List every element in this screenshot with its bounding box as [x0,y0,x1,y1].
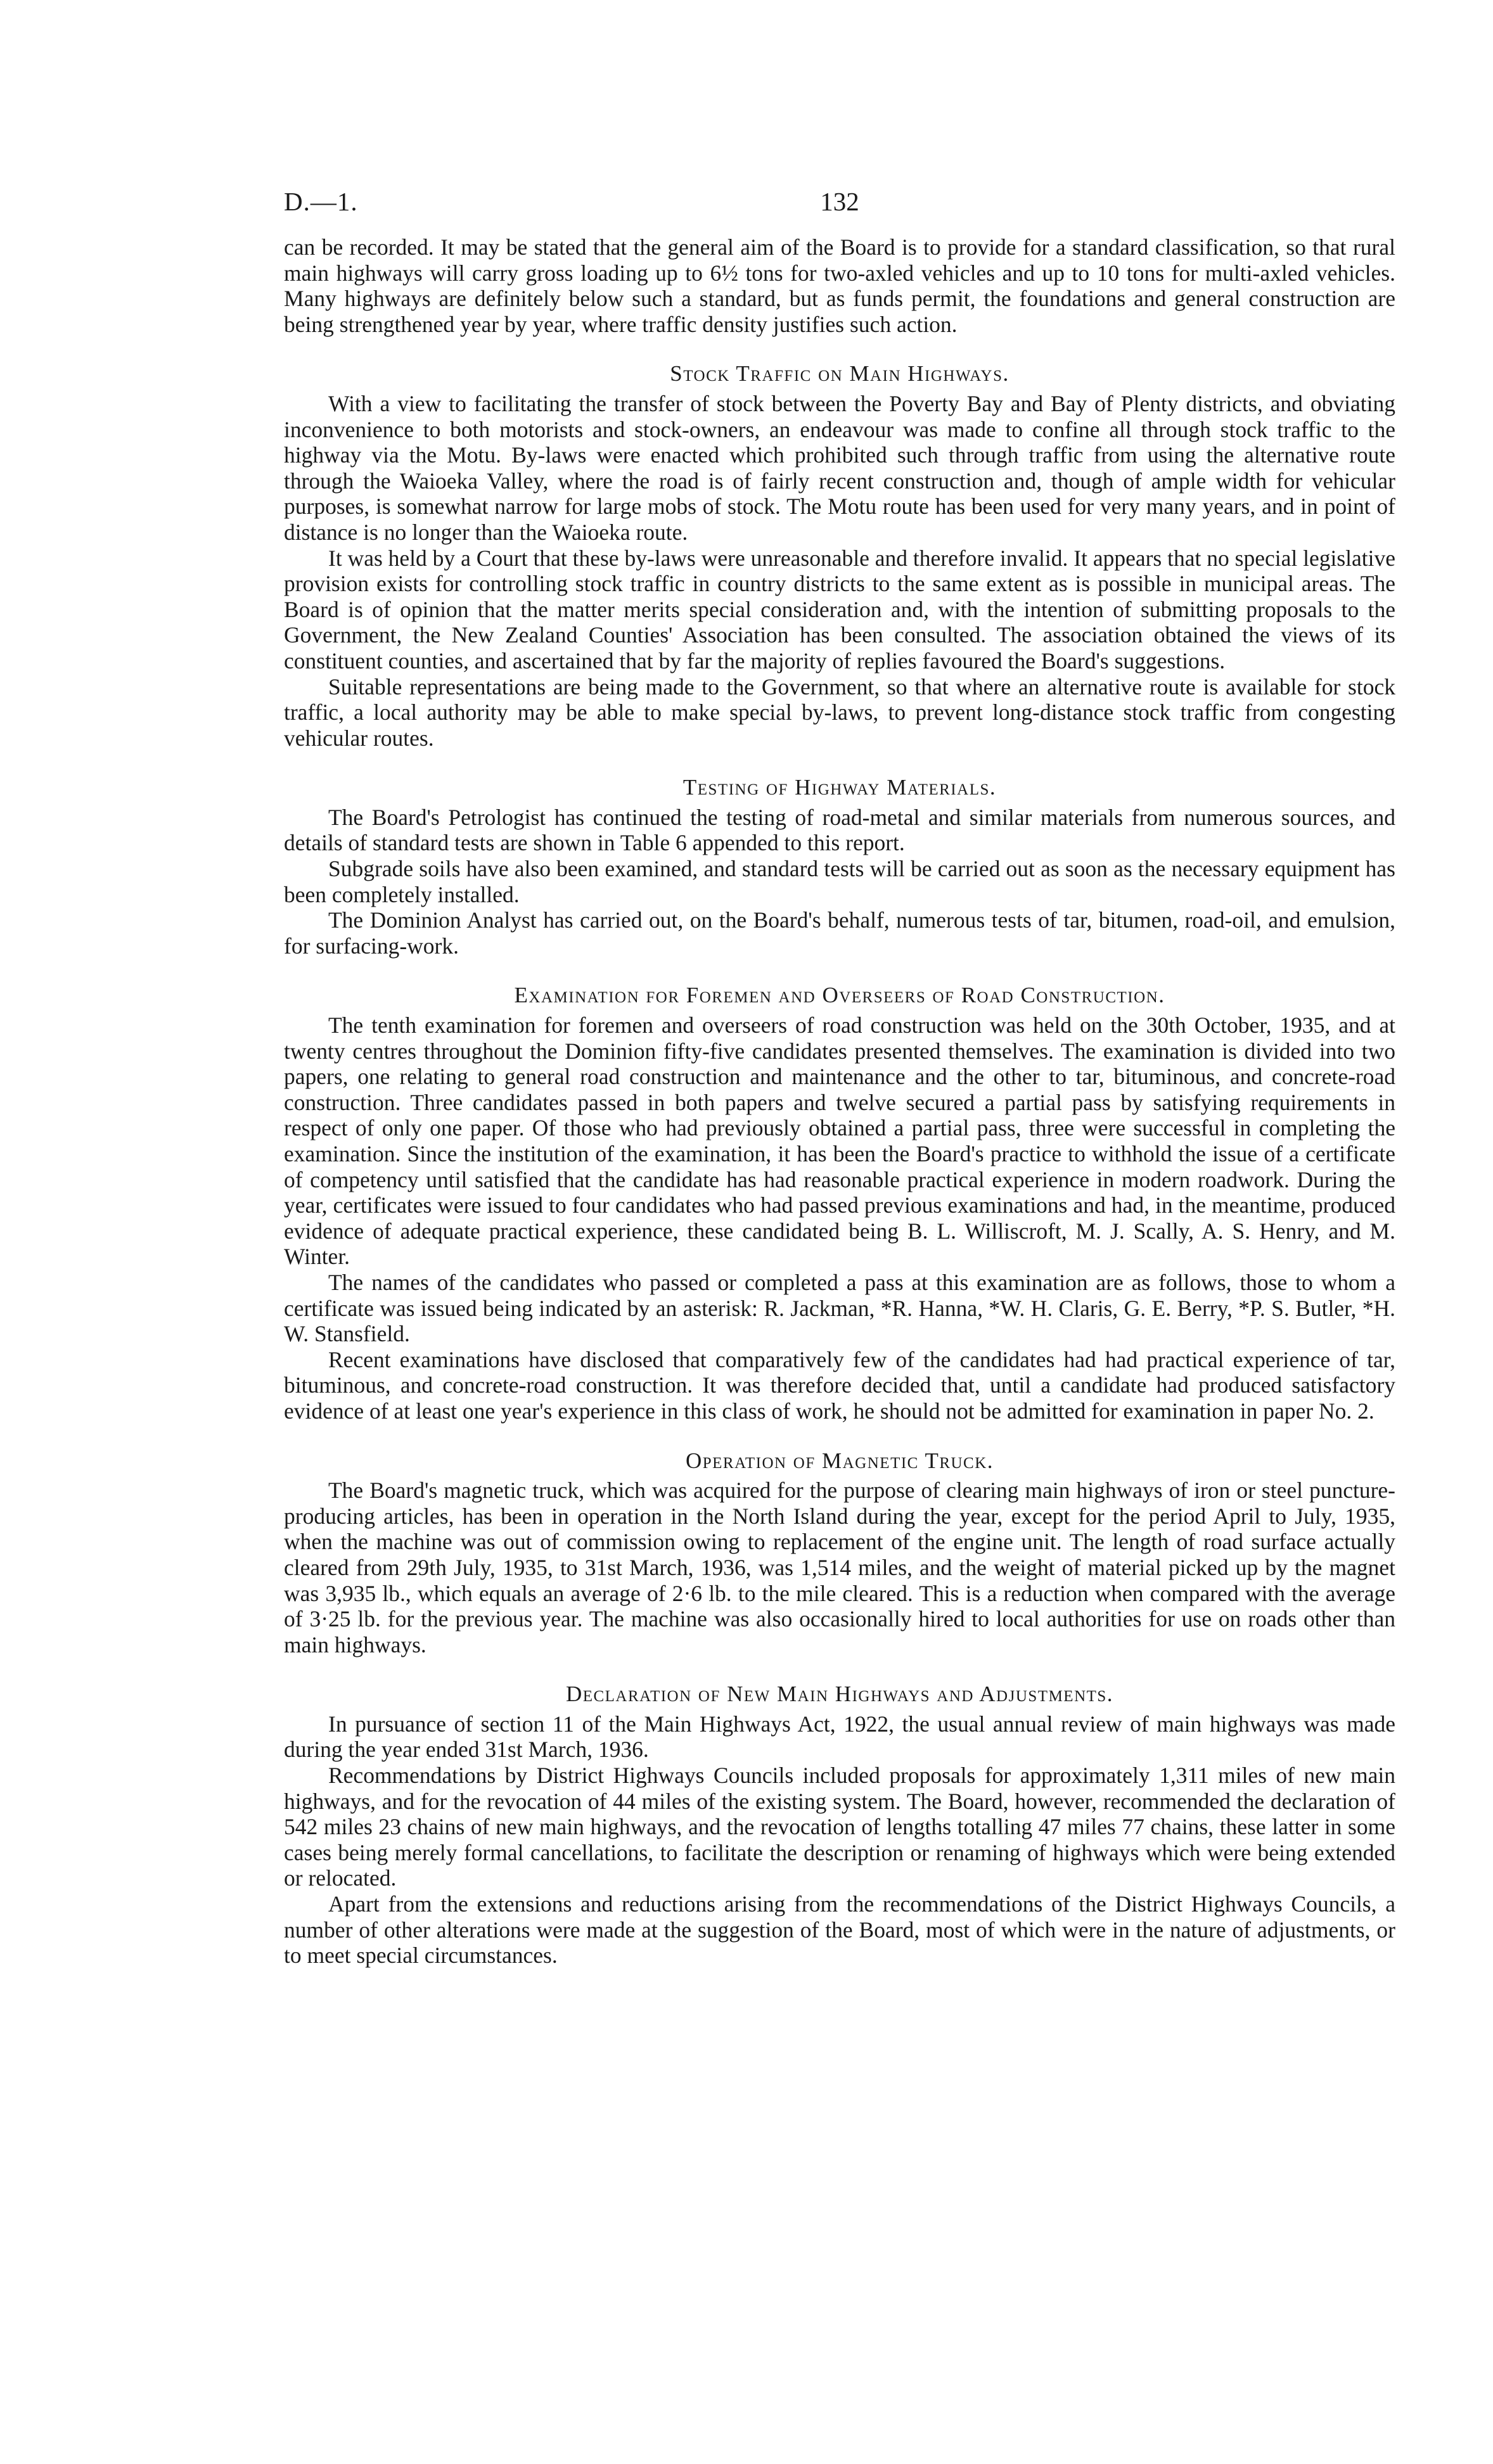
document-code: D.—1. [284,187,358,216]
paragraph: Subgrade soils have also been examined, and standard tests will be carried out as soon as the necessary equipment has been completely installed. [284,856,1395,907]
paragraph: The Dominion Analyst has carried out, on the Board's behalf, numerous tests of tar, bitumen, road-oil, and emulsion, for surfacing-work. [284,907,1395,959]
section-heading-stock-traffic: Stock Traffic on Main Highways. [670,361,1009,386]
paragraph: The Board's Petrologist has continued the testing of road-metal and similar materials from numerous sources, and details of standard tests are shown in Table 6 appended to this report. [284,804,1395,856]
paragraph: In pursuance of section 11 of the Main Highways Act, 1922, the usual annual review of main highways was made during the year ended 31st March, 1936. [284,1711,1395,1763]
document-page [284,189,1395,1969]
page-number: 132 [820,187,859,216]
paragraph: Suitable representations are being made to the Government, so that where an alternative route is available for stock traffic, a local authority may be able to make special by-laws, to prevent long-distance stock traffic from congesting vehicular routes. [284,673,1395,751]
paragraph: Apart from the extensions and reductions arising from the recommendations of the District Highways Councils, a number of other alterations were made at the suggestion of the Board, most of which were in the nature of adjustments, or to meet special circumstances. [284,1891,1395,1969]
section-heading-magnetic-truck: Operation of Magnetic Truck. [685,1448,994,1473]
page-header [284,189,1395,234]
section-heading-examination: Examination for Foremen and Overseers of Road Construction. [514,983,1165,1008]
paragraph: Recent examinations have disclosed that comparatively few of the candidates had had practical experience of tar, bituminous, and concrete-road construction. It was therefore decided that, until a candidate had produced satisfactory evidence of at least one year's experience in this class of work, he should not be admitted for examination in paper No. 2. [284,1346,1395,1424]
paragraph: The tenth examination for foremen and overseers of road construction was held on the 30th October, 1935, and at twenty centres throughout the Dominion fifty-five candidates presented themselves. The examination is divided into two papers, one relating to general road construction and maintenance and the other to tar, bituminous, and concrete-road construction. Three candidates passed in both papers and twelve secured a partial pass by satisfying requirements in respect of only one paper. Of those who had previously obtained a partial pass, three were successful in completing the examination. Since the institution of the examination, it has been the Board's practice to withhold the issue of a certificate of competency until satisfied that the candidate has had reasonable practical experience in modern roadwork. During the year, certificates were issued to four candidates who had passed previous examinations and had, in the meantime, produced evidence of adequate practical experience, these candidated being B. L. Williscroft, M. J. Scally, A. S. Henry, and M. Winter. [284,1012,1395,1270]
paragraph: The Board's magnetic truck, which was acquired for the purpose of clearing main highways of iron or steel puncture-producing articles, has been in operation in the North Island during the year, except for the period April to July, 1935, when the machine was out of commission owing to replacement of the engine unit. The length of road surface actually cleared from 29th July, 1935, to 31st March, 1936, was 1,514 miles, and the weight of material picked up by the magnet was 3,935 lb., which equals an average of 2·6 lb. to the mile cleared. This is a reduction when compared with the average of 3·25 lb. for the previous year. The machine was also occasionally hired to local authorities for use on roads other than main highways. [284,1478,1395,1657]
section-heading-testing: Testing of Highway Materials. [682,775,997,800]
paragraph: It was held by a Court that these by-laws were unreasonable and therefore invalid. It appears that no special legislative provision exists for controlling stock traffic in country districts to the same extent as is possible in municipal areas. The Board is of opinion that the matter merits special consideration and, with the intention of submitting proposals to the Government, the New Zealand Counties' Association has been consulted. The association obtained the views of its constituent counties, and ascertained that by far the majority of replies favoured the Board's suggestions. [284,545,1395,673]
paragraph: With a view to facilitating the transfer of stock between the Poverty Bay and Bay of Plenty districts, and obviating inconvenience to both motorists and stock-owners, an endeavour was made to confine all through stock traffic to the highway via the Motu. By-laws were enacted which prohibited such through traffic from using the alternative route through the Waioeka Valley, where the road is of fairly recent construction and, though of ample width for vehicular purposes, is somewhat narrow for large mobs of stock. The Motu route has been used for very many years, and in point of distance is no longer than the Waioeka route. [284,390,1395,545]
section-heading-declaration: Declaration of New Main Highways and Adjustments. [565,1682,1114,1707]
intro-paragraph: can be recorded. It may be stated that the general aim of the Board is to provide for a standard classification, so that rural main highways will carry gross loading up to 6½ tons for two-axled vehicles and up to 10 tons for multi-axled vehicles. Many highways are definitely below such a standard, but as funds permit, the foundations and general construction are being strengthened year by year, where traffic density justifies such action. [284,234,1395,337]
paragraph: The names of the candidates who passed or completed a pass at this examination are as follows, those to whom a certificate was issued being indicated by an asterisk: R. Jackman, *R. Hanna, *W. H. Claris, G. E. Berry, *P. S. Butler, *H. W. Stansfield. [284,1269,1395,1347]
paragraph: Recommendations by District Highways Councils included proposals for approximately 1,311 miles of new main highways, and for the revocation of 44 miles of the existing system. The Board, however, recommended the declaration of 542 miles 23 chains of new main highways, and the revocation of lengths totalling 47 miles 77 chains, these latter in some cases being merely formal cancellations, to facilitate the description or renaming of highways which were being extended or relocated. [284,1763,1395,1891]
